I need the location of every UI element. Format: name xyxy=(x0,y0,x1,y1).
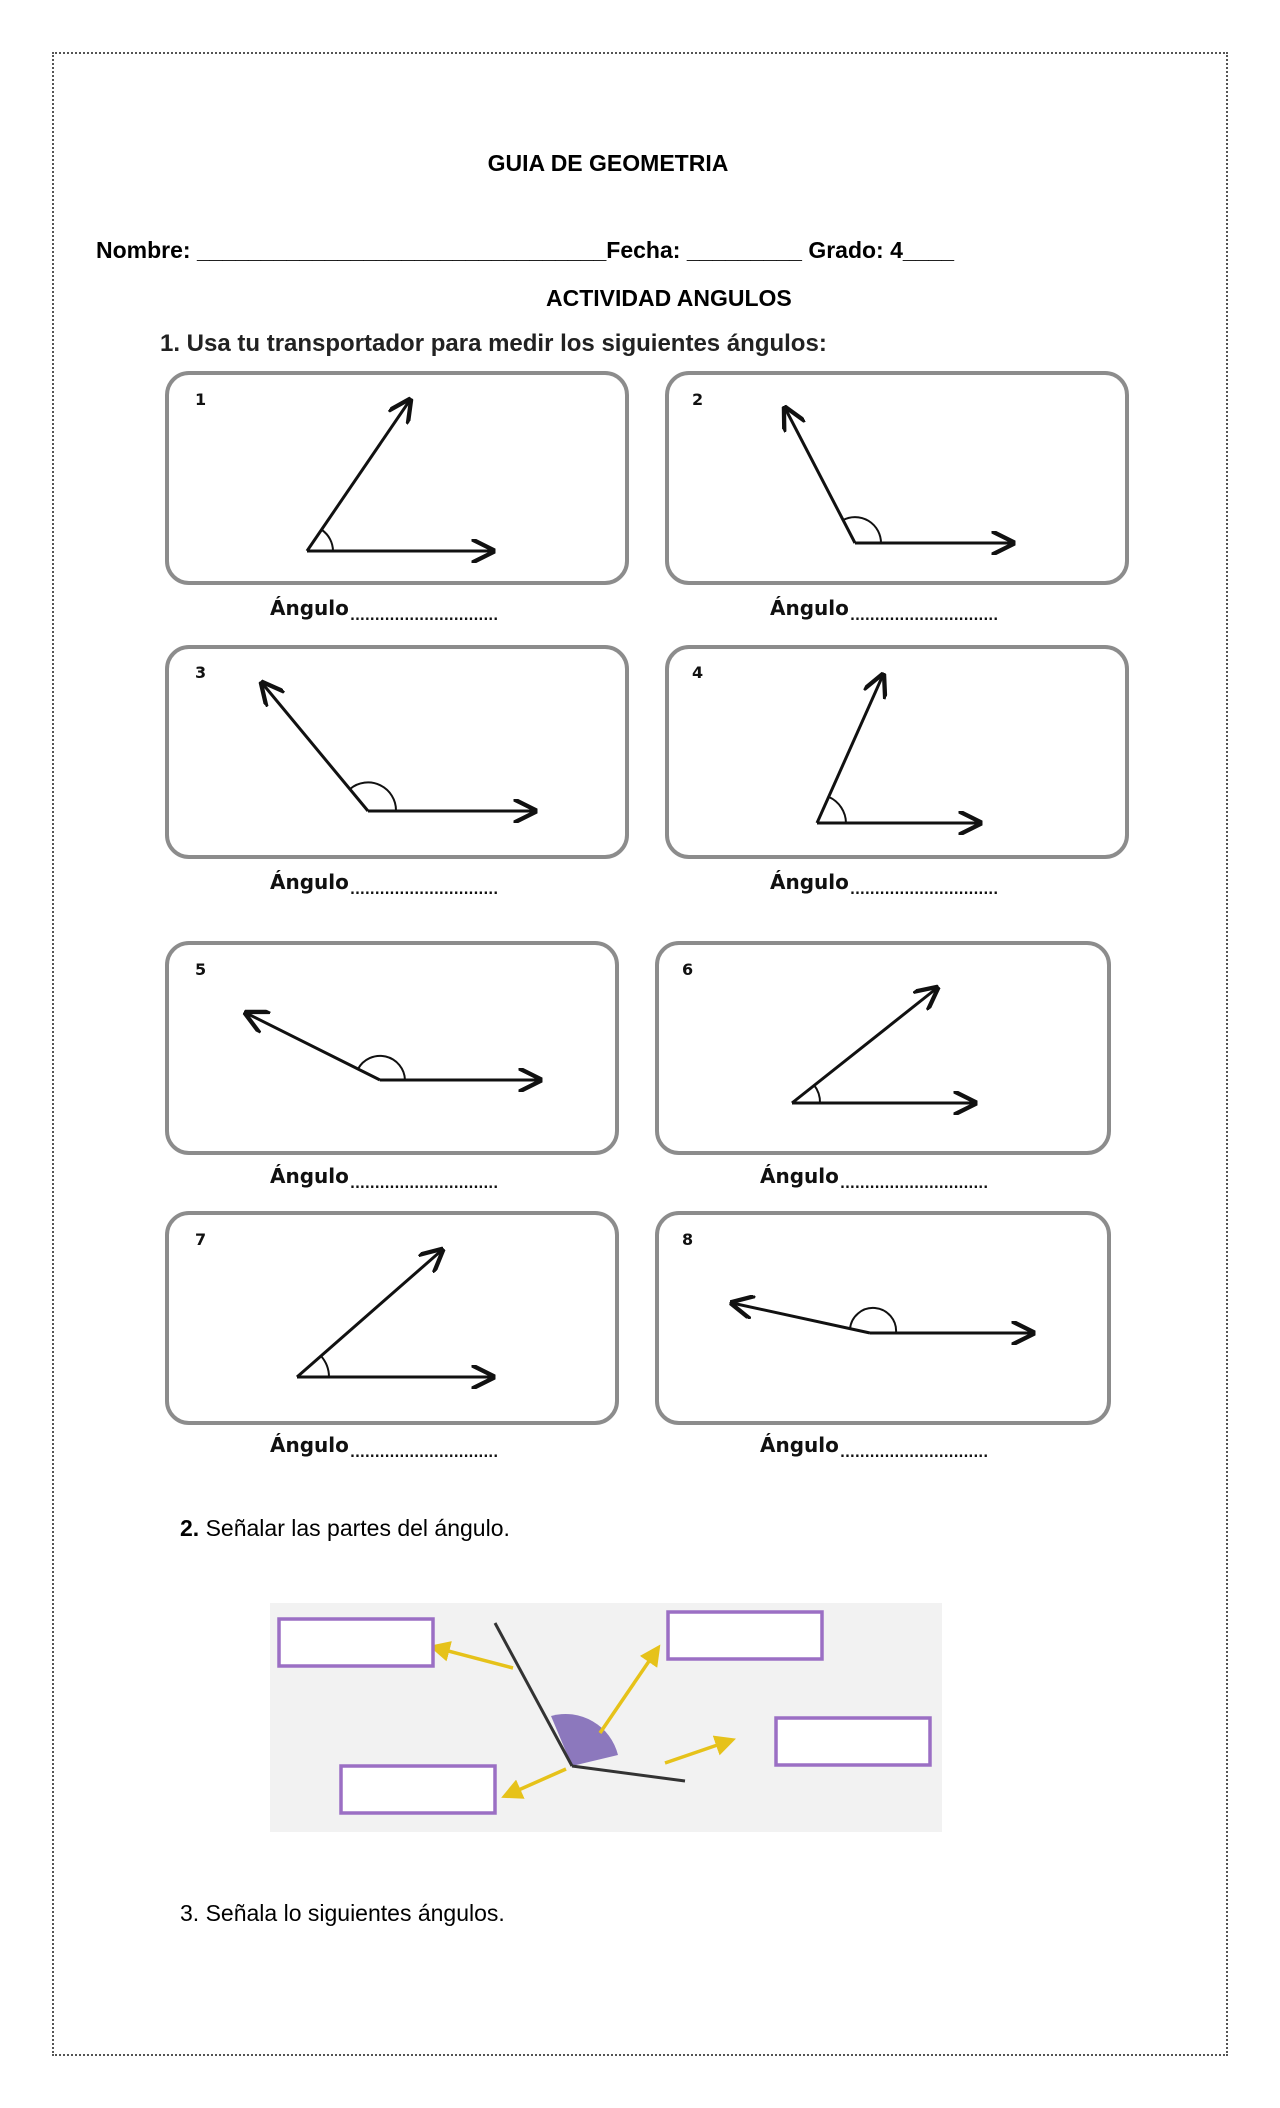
name-blank[interactable]: ________________________________ xyxy=(196,237,607,263)
angle-ray-1 xyxy=(495,1623,572,1766)
label-box-3[interactable] xyxy=(776,1718,930,1765)
angle-box-7 xyxy=(167,1213,617,1423)
arrow-to-box-4 xyxy=(505,1769,566,1796)
label-box-4[interactable] xyxy=(341,1766,495,1813)
question-2 xyxy=(180,1515,510,1542)
angle-blank-2[interactable]: .............................. xyxy=(850,609,999,624)
box-number: 4 xyxy=(692,663,704,682)
angle-parts-diagram xyxy=(270,1603,942,1832)
angle-label-7: Ángulo xyxy=(270,1433,349,1457)
angle-label-3: Ángulo xyxy=(270,870,349,894)
angle-blank-4[interactable]: .............................. xyxy=(850,883,999,898)
date-blank[interactable]: _________ xyxy=(686,237,802,263)
angle-label-2: Ángulo xyxy=(770,596,849,620)
box-number: 8 xyxy=(682,1230,694,1249)
angle-blank-8[interactable]: .............................. xyxy=(840,1446,989,1461)
angle-label-8: Ángulo xyxy=(760,1433,839,1457)
arrow-to-box-1 xyxy=(433,1647,513,1668)
label-box-2[interactable] xyxy=(668,1612,822,1659)
angle-box-8 xyxy=(657,1213,1109,1423)
label-box-1[interactable] xyxy=(279,1619,433,1666)
arrow-to-box-2 xyxy=(600,1648,658,1733)
question-1: 1. Usa tu transportador para medir los siguientes ángulos: xyxy=(160,330,827,357)
question-3: 3. Señala lo siguientes ángulos. xyxy=(180,1900,505,1926)
angle-blank-5[interactable]: .............................. xyxy=(350,1177,499,1192)
angle-blank-1[interactable]: .............................. xyxy=(350,609,499,624)
angle-box-3 xyxy=(167,647,627,857)
angle-blank-6[interactable]: .............................. xyxy=(840,1177,989,1192)
grade-value[interactable]: 4____ xyxy=(890,237,955,263)
box-number: 7 xyxy=(195,1230,207,1249)
angle-box-1 xyxy=(167,373,627,583)
angle-box-2 xyxy=(667,373,1127,583)
angle-label-4: Ángulo xyxy=(770,870,849,894)
date-label: Fecha: xyxy=(606,237,681,263)
activity-title: ACTIVIDAD ANGULOS xyxy=(546,285,792,311)
angle-box-5 xyxy=(167,943,617,1153)
box-number: 6 xyxy=(682,960,694,979)
page-title: GUIA DE GEOMETRIA xyxy=(487,150,729,176)
box-number: 2 xyxy=(692,390,704,409)
box-number: 5 xyxy=(195,960,207,979)
box-number: 3 xyxy=(195,663,207,682)
angle-label-6: Ángulo xyxy=(760,1164,839,1188)
name-label: Nombre: xyxy=(96,237,191,263)
angle-label-1: Ángulo xyxy=(270,596,349,620)
arrow-to-box-3 xyxy=(665,1740,732,1763)
angle-blank-3[interactable]: .............................. xyxy=(350,883,499,898)
question-2-number: 2. xyxy=(180,1515,200,1541)
angle-ray-2 xyxy=(572,1766,685,1781)
question-2-text: Señalar las partes del ángulo. xyxy=(199,1515,510,1541)
angle-box-4 xyxy=(667,647,1127,857)
grade-label: Grado: xyxy=(808,237,884,263)
angle-label-5: Ángulo xyxy=(270,1164,349,1188)
box-number: 1 xyxy=(195,390,207,409)
angle-box-6 xyxy=(657,943,1109,1153)
angle-blank-7[interactable]: .............................. xyxy=(350,1446,499,1461)
